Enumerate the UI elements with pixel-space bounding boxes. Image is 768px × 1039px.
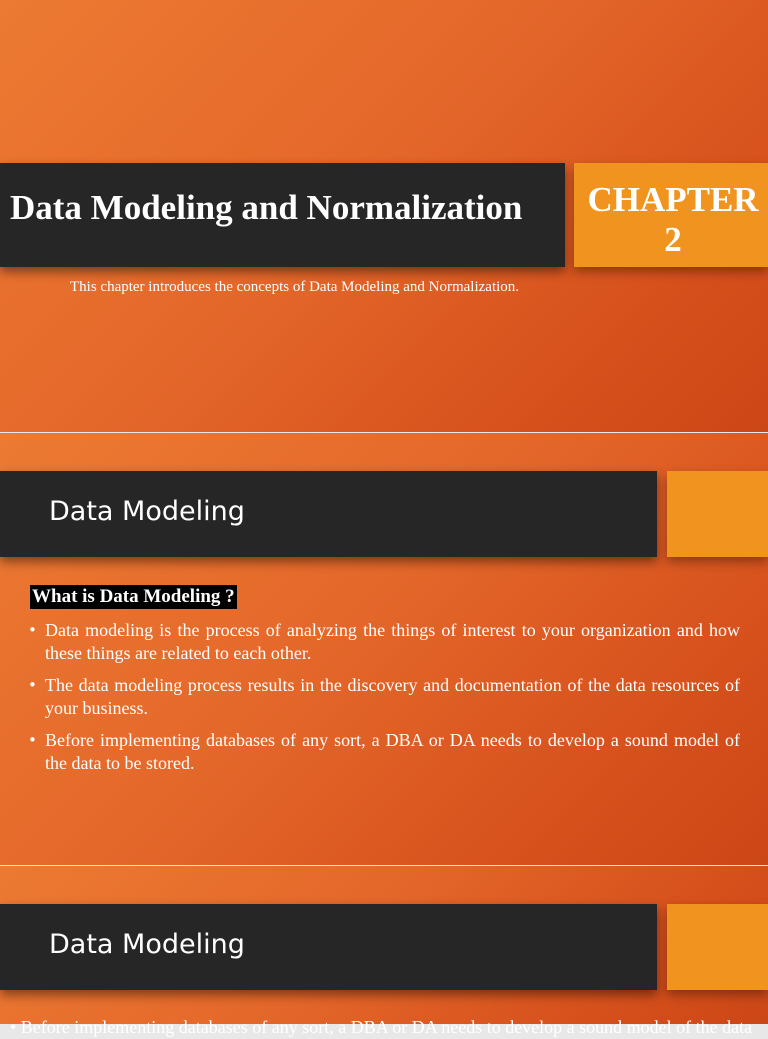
section-accent-box (667, 471, 768, 557)
section-accent-box (667, 904, 768, 990)
bullet-icon: • (28, 676, 37, 694)
slide-data-modeling (0, 433, 768, 865)
question-heading: What is Data Modeling ? (32, 586, 235, 607)
partial-bullet-text: • Before implementing databases of any sort, a DBA or DA needs to develop a sound model of the data (10, 1017, 753, 1037)
bullet-text: Data modeling is the process of analyzing the things of interest to your organization and how these things are related to each other. (45, 620, 740, 663)
slide-subtitle: This chapter introduces the concepts of Data Modeling and Normalization. (70, 279, 520, 295)
bullet-text: The data modeling process results in the discovery and documentation of the data resources of your business. (45, 675, 740, 718)
chapter-word: CHAPTER (587, 180, 759, 219)
bullet-list (28, 619, 740, 784)
page-title: Data Modeling and Normalization (10, 188, 523, 227)
chapter-label (578, 180, 768, 260)
slide-title (0, 0, 768, 432)
bullet-text: Before implementing databases of any sort, a DBA or DA needs to develop a sound model of the data to be stored. (45, 730, 740, 773)
bullet-item (28, 674, 740, 720)
section-title: Data Modeling (49, 929, 245, 960)
slide-data-modeling-continued (0, 866, 768, 1037)
bullet-item (28, 729, 740, 775)
bullet-item (28, 619, 740, 665)
section-title: Data Modeling (49, 496, 245, 527)
bullet-icon: • (28, 621, 37, 639)
bullet-icon: • (28, 731, 37, 749)
chapter-number: 2 (664, 220, 682, 259)
